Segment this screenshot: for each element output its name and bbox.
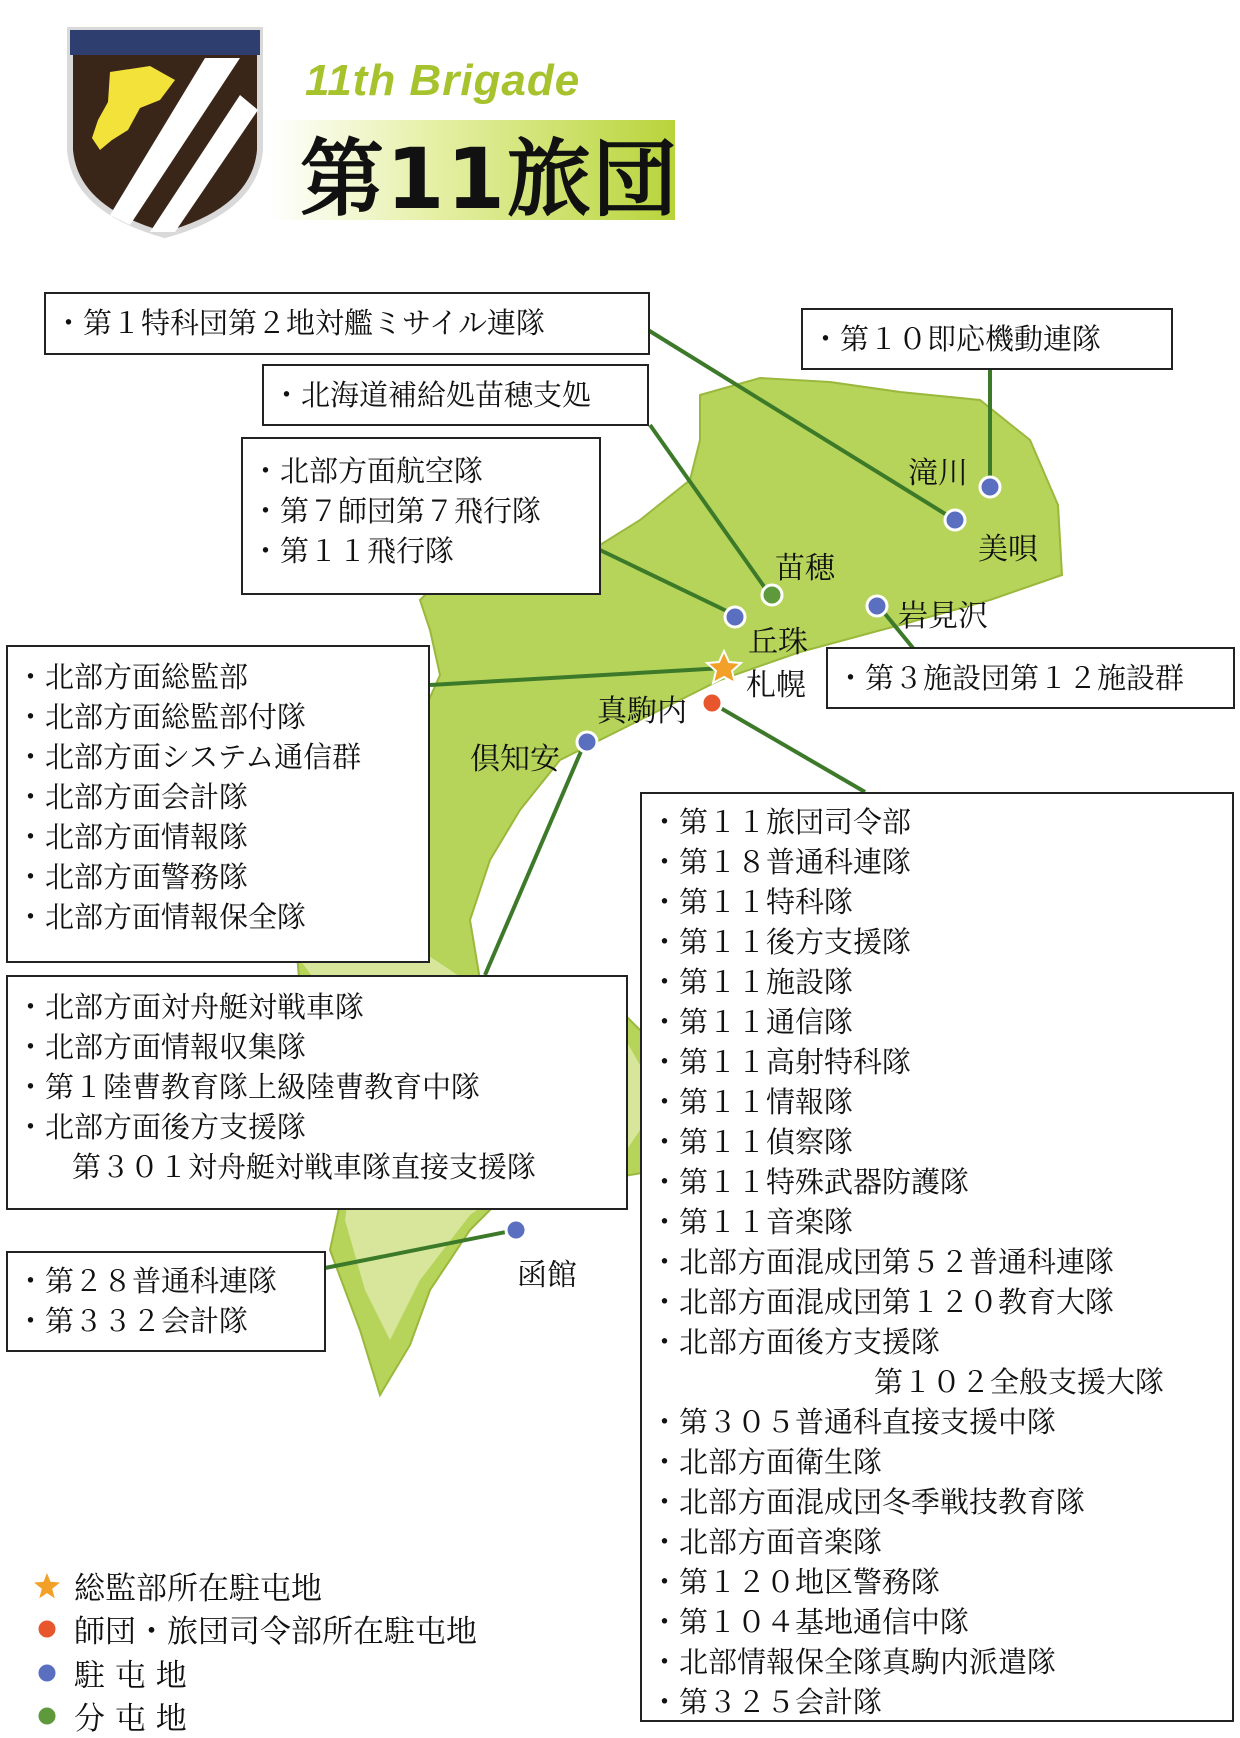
marker-hakodate xyxy=(506,1220,526,1240)
orange-dot-icon xyxy=(30,1612,64,1646)
place-takikawa: 滝川 xyxy=(908,456,968,491)
legend-row-hq xyxy=(30,1563,322,1608)
unit-item: ・第３３２会計隊 xyxy=(16,1304,249,1338)
unit-item: ・北部方面情報収集隊 xyxy=(16,1030,307,1064)
marker-okadama xyxy=(725,607,745,627)
connector-makomanai xyxy=(712,703,865,792)
unit-item: 第１０２全般支援大隊 xyxy=(874,1365,1165,1399)
legend-row-division-hq xyxy=(30,1606,477,1651)
brigade-emblem xyxy=(70,30,260,235)
place-sapporo: 札幌 xyxy=(746,668,806,703)
unit-item: ・第１０即応機動連隊 xyxy=(811,322,1102,356)
unit-item: ・第１１飛行隊 xyxy=(251,534,455,568)
unit-item: ・北部方面後方支援隊 xyxy=(16,1110,307,1144)
unit-item: ・第１１音楽隊 xyxy=(650,1205,854,1239)
blue-dot-icon xyxy=(30,1656,64,1690)
units-box-army-hq xyxy=(6,645,430,963)
unit-item: ・北部方面システム通信群 xyxy=(16,740,362,774)
unit-item: ・第３施設団第１２施設群 xyxy=(836,661,1185,695)
legend-row-garrison xyxy=(30,1650,187,1695)
place-hakodate: 函館 xyxy=(517,1258,577,1293)
place-kutchan: 倶知安 xyxy=(470,742,560,777)
units-box-rapid xyxy=(801,308,1173,370)
unit-item: ・第１１偵察隊 xyxy=(650,1125,854,1159)
unit-item: ・第１０４基地通信中隊 xyxy=(650,1605,970,1639)
unit-item: ・第７師団第７飛行隊 xyxy=(251,494,542,528)
legend-label: 師団・旅団司令部所在駐屯地 xyxy=(74,1614,477,1650)
units-box-hakodate xyxy=(6,1251,326,1352)
unit-item: ・第１１情報隊 xyxy=(650,1085,854,1119)
star-icon xyxy=(30,1569,64,1603)
legend-label: 分 屯 地 xyxy=(74,1701,187,1737)
unit-item: ・第１２０地区警務隊 xyxy=(650,1565,941,1599)
legend-label: 駐 屯 地 xyxy=(74,1658,187,1694)
unit-item: ・北部方面後方支援隊 xyxy=(650,1325,941,1359)
unit-item: ・北部方面情報保全隊 xyxy=(16,900,307,934)
unit-item: ・北部方面会計隊 xyxy=(16,780,249,814)
place-iwamizawa: 岩見沢 xyxy=(898,599,988,634)
unit-item: ・第１１高射特科隊 xyxy=(650,1045,912,1079)
unit-item: ・北部方面音楽隊 xyxy=(650,1525,883,1559)
unit-item: 第３０１対舟艇対戦車隊直接支援隊 xyxy=(72,1150,537,1184)
units-box-makomanai xyxy=(640,792,1234,1722)
marker-makomanai xyxy=(702,693,722,713)
marker-takikawa xyxy=(980,477,1000,497)
unit-item: ・北部情報保全隊真駒内派遣隊 xyxy=(650,1645,1057,1679)
marker-naho xyxy=(762,585,782,605)
unit-item: ・第２８普通科連隊 xyxy=(16,1264,278,1298)
unit-item: ・北部方面混成団第１２０教育大隊 xyxy=(650,1285,1115,1319)
unit-item: ・北部方面総監部 xyxy=(16,660,249,694)
unit-item: ・北海道補給処苗穂支処 xyxy=(272,378,592,412)
unit-item: ・第１特科団第２地対艦ミサイル連隊 xyxy=(54,306,545,340)
legend-label: 総監部所在駐屯地 xyxy=(74,1571,322,1607)
unit-item: ・北部方面混成団第５２普通科連隊 xyxy=(650,1245,1115,1279)
unit-item: ・北部方面航空隊 xyxy=(251,454,484,488)
unit-item: ・北部方面対舟艇対戦車隊 xyxy=(16,990,365,1024)
marker-iwamizawa xyxy=(867,596,887,616)
unit-item: ・第１１旅団司令部 xyxy=(650,805,912,839)
unit-item: ・第３０５普通科直接支援中隊 xyxy=(650,1405,1057,1439)
units-box-kutchan xyxy=(6,975,628,1210)
unit-item: ・第３２５会計隊 xyxy=(650,1685,883,1719)
place-okadama: 丘珠 xyxy=(748,625,808,660)
unit-item: ・第１１特殊武器防護隊 xyxy=(650,1165,970,1199)
units-box-aviation xyxy=(241,437,601,595)
units-box-engineer xyxy=(826,647,1235,709)
units-box-missile xyxy=(44,292,650,355)
title-english: 11th Brigade xyxy=(305,56,581,105)
unit-item: ・第１１通信隊 xyxy=(650,1005,854,1039)
unit-item: ・北部方面情報隊 xyxy=(16,820,249,854)
place-naho: 苗穂 xyxy=(775,551,835,586)
units-box-supply xyxy=(262,364,649,426)
unit-item: ・第１１特科隊 xyxy=(650,885,854,919)
unit-item: ・第１１後方支援隊 xyxy=(650,925,912,959)
marker-bibai xyxy=(945,510,965,530)
unit-item: ・北部方面総監部付隊 xyxy=(16,700,307,734)
unit-item: ・北部方面警務隊 xyxy=(16,860,249,894)
marker-kutchan xyxy=(577,732,597,752)
unit-item: ・北部方面混成団冬季戦技教育隊 xyxy=(650,1485,1086,1519)
unit-item: ・北部方面衛生隊 xyxy=(650,1445,883,1479)
title-japanese: 第11旅団 xyxy=(300,130,679,228)
unit-item: ・第１陸曹教育隊上級陸曹教育中隊 xyxy=(16,1070,481,1104)
emblem-top-band xyxy=(70,30,260,55)
unit-item: ・第１１施設隊 xyxy=(650,965,854,999)
legend-row-sub-garrison xyxy=(30,1693,187,1738)
green-dot-icon xyxy=(30,1699,64,1733)
unit-item: ・第１８普通科連隊 xyxy=(650,845,912,879)
place-makomanai: 真駒内 xyxy=(597,694,687,729)
place-bibai: 美唄 xyxy=(978,532,1038,567)
